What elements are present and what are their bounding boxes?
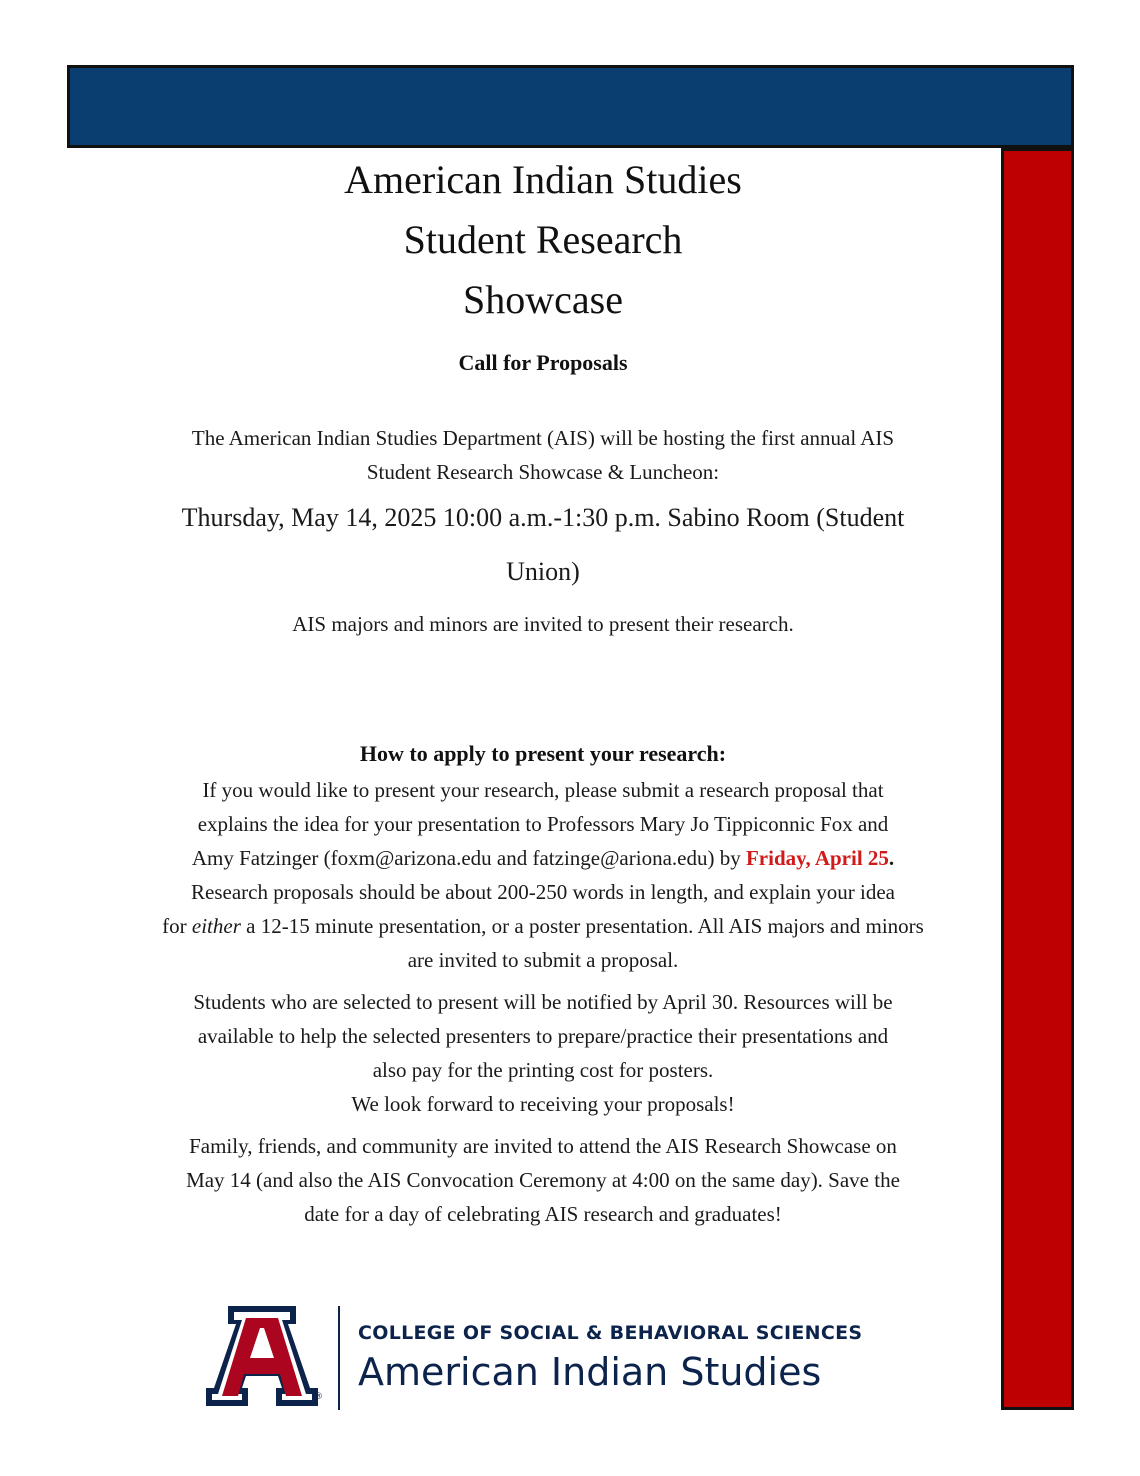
apply-p1-line-1: If you would like to present your research, please submit a research proposal that bbox=[202, 778, 884, 802]
event-details bbox=[90, 493, 996, 597]
apply-paragraph-3 bbox=[90, 1129, 996, 1231]
title-line-3: Showcase bbox=[463, 277, 623, 322]
apply-paragraph-2 bbox=[90, 985, 996, 1121]
title-line-2: Student Research bbox=[403, 217, 683, 262]
logo-department-name: American Indian Studies bbox=[358, 1350, 822, 1394]
deadline-date: Friday, April 25 bbox=[745, 846, 889, 870]
apply-p1-line-5-post: a 12-15 minute presentation, or a poster presentation. All AIS majors and minors bbox=[240, 914, 924, 938]
apply-p3-line-2: May 14 (and also the AIS Convocation Ceremony at 4:00 on the same day). Save the bbox=[186, 1168, 900, 1192]
apply-p3-line-1: Family, friends, and community are invited to attend the AIS Research Showcase on bbox=[189, 1134, 897, 1158]
top-navy-bar bbox=[67, 65, 1074, 148]
side-red-bar bbox=[1001, 148, 1074, 1410]
apply-p1-line-4: Research proposals should be about 200-250 words in length, and explain your idea bbox=[191, 880, 895, 904]
logo-divider bbox=[338, 1306, 340, 1410]
intro-line-1: The American Indian Studies Department (AIS) will be hosting the first annual AIS bbox=[191, 426, 895, 450]
apply-paragraph-1 bbox=[90, 773, 996, 977]
apply-heading: How to apply to present your research: bbox=[359, 741, 727, 766]
apply-p1-line-5-pre: for bbox=[162, 914, 192, 938]
university-a-logo-icon bbox=[206, 1306, 318, 1406]
deadline-period: . bbox=[888, 846, 895, 870]
apply-p2-line-2: available to help the selected presenters to prepare/practice their presentations and bbox=[197, 1024, 889, 1048]
intro-paragraph bbox=[90, 421, 996, 489]
apply-p1-line-3 bbox=[90, 841, 996, 875]
either-emphasis: either bbox=[191, 914, 241, 938]
apply-p1-line-2: explains the idea for your presentation to Professors Mary Jo Tippiconnic Fox and bbox=[197, 812, 889, 836]
intro-line-2: Student Research Showcase & Luncheon: bbox=[366, 460, 720, 484]
apply-p1-line-5 bbox=[90, 909, 996, 943]
event-line-1: Thursday, May 14, 2025 10:00 a.m.-1:30 p.m. Sabino Room (Student bbox=[181, 503, 905, 532]
flyer-content bbox=[90, 150, 996, 1231]
apply-p1-line-3-text: Amy Fatzinger (foxm@arizona.edu and fatzinge@ariona.edu) by bbox=[191, 846, 746, 870]
logo-college-name: COLLEGE OF SOCIAL & BEHAVIORAL SCIENCES bbox=[358, 1322, 863, 1344]
call-for-proposals-heading: Call for Proposals bbox=[458, 350, 628, 375]
title-line-1: American Indian Studies bbox=[344, 157, 742, 202]
apply-p2-line-1: Students who are selected to present will be notified by April 30. Resources will be bbox=[193, 990, 893, 1014]
invite-text: AIS majors and minors are invited to present their research. bbox=[292, 612, 794, 636]
apply-p2-line-3: also pay for the printing cost for posters. bbox=[372, 1058, 714, 1082]
college-logo bbox=[206, 1306, 906, 1410]
apply-p1-line-6: are invited to submit a proposal. bbox=[407, 948, 679, 972]
apply-p3-line-3: date for a day of celebrating AIS research and graduates! bbox=[304, 1202, 782, 1226]
event-line-2: Union) bbox=[506, 557, 580, 586]
registered-mark-icon: ® bbox=[314, 1392, 323, 1402]
apply-p2-line-4: We look forward to receiving your proposals! bbox=[351, 1092, 735, 1116]
